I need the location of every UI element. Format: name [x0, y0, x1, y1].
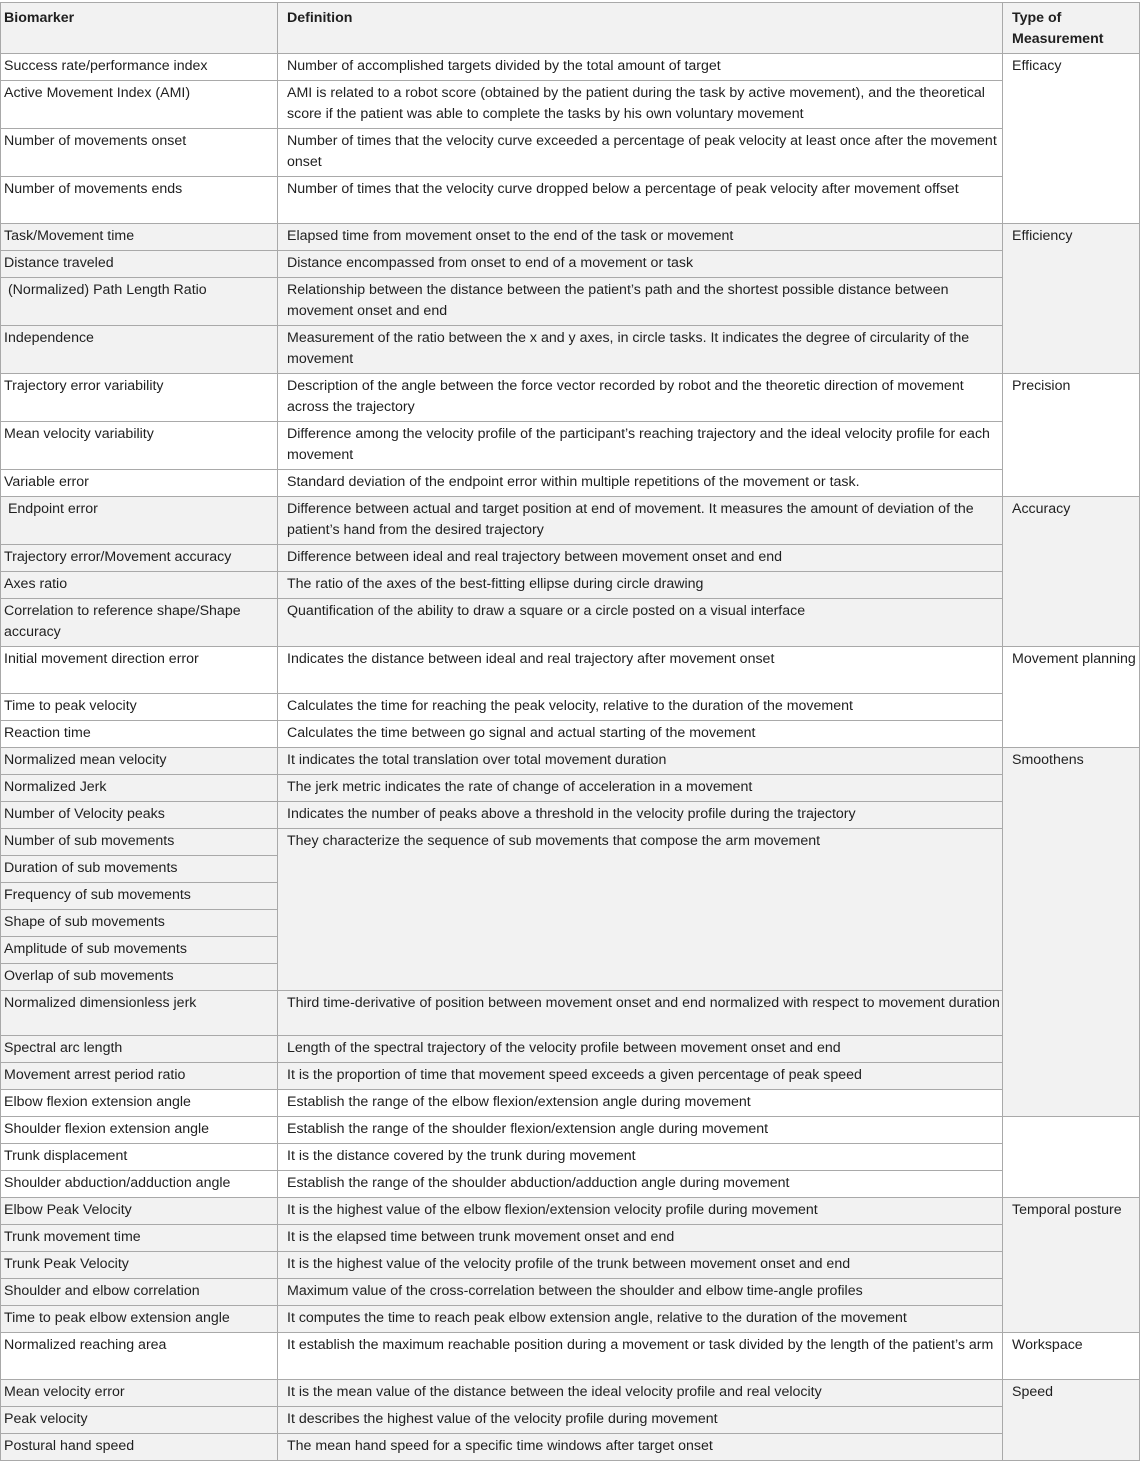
table-row: [1, 1306, 1140, 1333]
definition-cell: Relationship between the distance between the patient’s path and the shortest possible distance between movement onset and end: [278, 278, 1003, 326]
biomarker-cell: Normalized dimensionless jerk: [1, 991, 278, 1036]
definition-cell: It computes the time to reach peak elbow extension angle, relative to the duration of the movement: [278, 1306, 1003, 1333]
definition-cell: Indicates the number of peaks above a threshold in the velocity profile during the trajectory: [278, 802, 1003, 829]
table-row: [1, 497, 1140, 545]
table-row: [1, 251, 1140, 278]
definition-cell: It is the elapsed time between trunk movement onset and end: [278, 1225, 1003, 1252]
definition-cell: It indicates the total translation over total movement duration: [278, 748, 1003, 775]
table-row: [1, 599, 1140, 647]
table-row: [1, 1198, 1140, 1225]
definition-cell: Establish the range of the elbow flexion/extension angle during movement: [278, 1090, 1003, 1117]
biomarker-cell: Movement arrest period ratio: [1, 1063, 278, 1090]
biomarker-cell: Axes ratio: [1, 572, 278, 599]
biomarker-cell: Shoulder abduction/adduction angle: [1, 1171, 278, 1198]
biomarker-cell: Elbow Peak Velocity: [1, 1198, 278, 1225]
biomarker-cell: (Normalized) Path Length Ratio: [1, 278, 278, 326]
biomarker-cell: Distance traveled: [1, 251, 278, 278]
measurement-type-cell: Efficacy: [1003, 54, 1140, 224]
definition-cell: Measurement of the ratio between the x and y axes, in circle tasks. It indicates the degree of circularity of the movement: [278, 326, 1003, 374]
definition-cell: Maximum value of the cross-correlation between the shoulder and elbow time-angle profiles: [278, 1279, 1003, 1306]
table-row: [1, 422, 1140, 470]
biomarker-cell: Duration of sub movements: [1, 856, 278, 883]
biomarker-cell: Trunk Peak Velocity: [1, 1252, 278, 1279]
biomarker-cell: Trajectory error/Movement accuracy: [1, 545, 278, 572]
biomarker-cell: Shoulder flexion extension angle: [1, 1117, 278, 1144]
definition-cell: Difference between ideal and real trajectory between movement onset and end: [278, 545, 1003, 572]
definition-cell: Establish the range of the shoulder abduction/adduction angle during movement: [278, 1171, 1003, 1198]
table-row: [1, 129, 1140, 177]
table-header-row: [1, 3, 1140, 54]
measurement-type-cell: Speed: [1003, 1380, 1140, 1461]
table-row: [1, 1407, 1140, 1434]
measurement-type-cell: Accuracy: [1003, 497, 1140, 647]
definition-cell: Number of times that the velocity curve exceeded a percentage of peak velocity at least once after the movement onset: [278, 129, 1003, 177]
biomarker-cell: Correlation to reference shape/Shape accuracy: [1, 599, 278, 647]
table-row: [1, 1036, 1140, 1063]
biomarker-cell: Normalized Jerk: [1, 775, 278, 802]
definition-cell: Distance encompassed from onset to end of a movement or task: [278, 251, 1003, 278]
table-row: [1, 721, 1140, 748]
table-row: [1, 374, 1140, 422]
table-row: [1, 545, 1140, 572]
measurement-type-cell: Temporal posture: [1003, 1198, 1140, 1333]
biomarker-cell: Variable error: [1, 470, 278, 497]
biomarker-cell: Task/Movement time: [1, 224, 278, 251]
table-row: [1, 1090, 1140, 1117]
biomarker-cell: Peak velocity: [1, 1407, 278, 1434]
column-header-definition: Definition: [278, 3, 1003, 54]
biomarker-cell: Endpoint error: [1, 497, 278, 545]
biomarker-cell: Elbow flexion extension angle: [1, 1090, 278, 1117]
table-row: [1, 54, 1140, 81]
definition-cell: They characterize the sequence of sub movements that compose the arm movement: [278, 829, 1003, 991]
table-row: [1, 694, 1140, 721]
biomarker-cell: Normalized reaching area: [1, 1333, 278, 1380]
table-row: [1, 326, 1140, 374]
biomarker-table: [0, 2, 1140, 1461]
definition-cell: It is the highest value of the velocity profile of the trunk between movement onset and end: [278, 1252, 1003, 1279]
table-row: [1, 1117, 1140, 1144]
measurement-type-cell: Workspace: [1003, 1333, 1140, 1380]
definition-cell: Number of accomplished targets divided by the total amount of target: [278, 54, 1003, 81]
definition-cell: Difference among the velocity profile of the participant’s reaching trajectory and the ideal velocity profile for each movement: [278, 422, 1003, 470]
biomarker-cell: Time to peak elbow extension angle: [1, 1306, 278, 1333]
measurement-type-cell: Smoothens: [1003, 748, 1140, 1117]
biomarker-cell: Number of Velocity peaks: [1, 802, 278, 829]
biomarker-cell: Number of movements onset: [1, 129, 278, 177]
biomarker-cell: Normalized mean velocity: [1, 748, 278, 775]
table-row: [1, 775, 1140, 802]
table-row: [1, 1171, 1140, 1198]
definition-cell: The ratio of the axes of the best-fitting ellipse during circle drawing: [278, 572, 1003, 599]
biomarker-cell: Overlap of sub movements: [1, 964, 278, 991]
table-body: [1, 54, 1140, 1461]
definition-cell: It describes the highest value of the velocity profile during movement: [278, 1407, 1003, 1434]
definition-cell: It is the mean value of the distance between the ideal velocity profile and real velocity: [278, 1380, 1003, 1407]
column-header-type-of-measurement: Type of Measurement: [1003, 3, 1140, 54]
definition-cell: Length of the spectral trajectory of the velocity profile between movement onset and end: [278, 1036, 1003, 1063]
definition-cell: It is the distance covered by the trunk during movement: [278, 1144, 1003, 1171]
definition-cell: AMI is related to a robot score (obtained by the patient during the task by active movement), and the theoretical score if the patient was able to complete the tasks by his own voluntary movement: [278, 81, 1003, 129]
table-row: [1, 1252, 1140, 1279]
definition-cell: Elapsed time from movement onset to the end of the task or movement: [278, 224, 1003, 251]
table-row: [1, 1225, 1140, 1252]
table-row: [1, 1279, 1140, 1306]
biomarker-cell: Spectral arc length: [1, 1036, 278, 1063]
biomarker-cell: Number of sub movements: [1, 829, 278, 856]
biomarker-cell: Active Movement Index (AMI): [1, 81, 278, 129]
table-row: [1, 802, 1140, 829]
biomarker-cell: Postural hand speed: [1, 1434, 278, 1461]
biomarker-cell: Reaction time: [1, 721, 278, 748]
definition-cell: Indicates the distance between ideal and real trajectory after movement onset: [278, 647, 1003, 694]
table-row: [1, 1063, 1140, 1090]
biomarker-cell: Mean velocity error: [1, 1380, 278, 1407]
table-row: [1, 647, 1140, 694]
biomarker-cell: Shoulder and elbow correlation: [1, 1279, 278, 1306]
definition-cell: Quantification of the ability to draw a square or a circle posted on a visual interface: [278, 599, 1003, 647]
definition-cell: Third time-derivative of position between movement onset and end normalized with respect to movement duration: [278, 991, 1003, 1036]
biomarker-cell: Shape of sub movements: [1, 910, 278, 937]
table-row: [1, 572, 1140, 599]
biomarker-cell: Trunk movement time: [1, 1225, 278, 1252]
biomarker-cell: Frequency of sub movements: [1, 883, 278, 910]
biomarker-cell: Initial movement direction error: [1, 647, 278, 694]
table-row: [1, 224, 1140, 251]
biomarker-cell: Trunk displacement: [1, 1144, 278, 1171]
table-row: [1, 991, 1140, 1036]
measurement-type-cell: Precision: [1003, 374, 1140, 497]
table-row: [1, 470, 1140, 497]
definition-cell: Calculates the time for reaching the peak velocity, relative to the duration of the movement: [278, 694, 1003, 721]
definition-cell: Standard deviation of the endpoint error within multiple repetitions of the movement or task.: [278, 470, 1003, 497]
definition-cell: It is the proportion of time that movement speed exceeds a given percentage of peak speed: [278, 1063, 1003, 1090]
biomarker-cell: Mean velocity variability: [1, 422, 278, 470]
biomarker-cell: Trajectory error variability: [1, 374, 278, 422]
biomarker-cell: Amplitude of sub movements: [1, 937, 278, 964]
definition-cell: It establish the maximum reachable position during a movement or task divided by the length of the patient’s arm: [278, 1333, 1003, 1380]
biomarker-cell: Success rate/performance index: [1, 54, 278, 81]
measurement-type-cell: Efficiency: [1003, 224, 1140, 374]
definition-cell: Establish the range of the shoulder flexion/extension angle during movement: [278, 1117, 1003, 1144]
definition-cell: Description of the angle between the force vector recorded by robot and the theoretic direction of movement across the trajectory: [278, 374, 1003, 422]
definition-cell: Difference between actual and target position at end of movement. It measures the amount of deviation of the patient’s hand from the desired trajectory: [278, 497, 1003, 545]
table-row: [1, 278, 1140, 326]
definition-cell: Number of times that the velocity curve dropped below a percentage of peak velocity after movement offset: [278, 177, 1003, 224]
definition-cell: The mean hand speed for a specific time windows after target onset: [278, 1434, 1003, 1461]
table-row: [1, 177, 1140, 224]
table-row: [1, 1144, 1140, 1171]
definition-cell: The jerk metric indicates the rate of change of acceleration in a movement: [278, 775, 1003, 802]
biomarker-cell: Number of movements ends: [1, 177, 278, 224]
measurement-type-cell: Movement planning: [1003, 647, 1140, 748]
definition-cell: Calculates the time between go signal and actual starting of the movement: [278, 721, 1003, 748]
table-row: [1, 829, 1140, 856]
table-row: [1, 748, 1140, 775]
table-row: [1, 1380, 1140, 1407]
table-row: [1, 81, 1140, 129]
column-header-biomarker: Biomarker: [1, 3, 278, 54]
biomarker-cell: Independence: [1, 326, 278, 374]
definition-cell: It is the highest value of the elbow flexion/extension velocity profile during movement: [278, 1198, 1003, 1225]
biomarker-cell: Time to peak velocity: [1, 694, 278, 721]
table-row: [1, 1333, 1140, 1380]
